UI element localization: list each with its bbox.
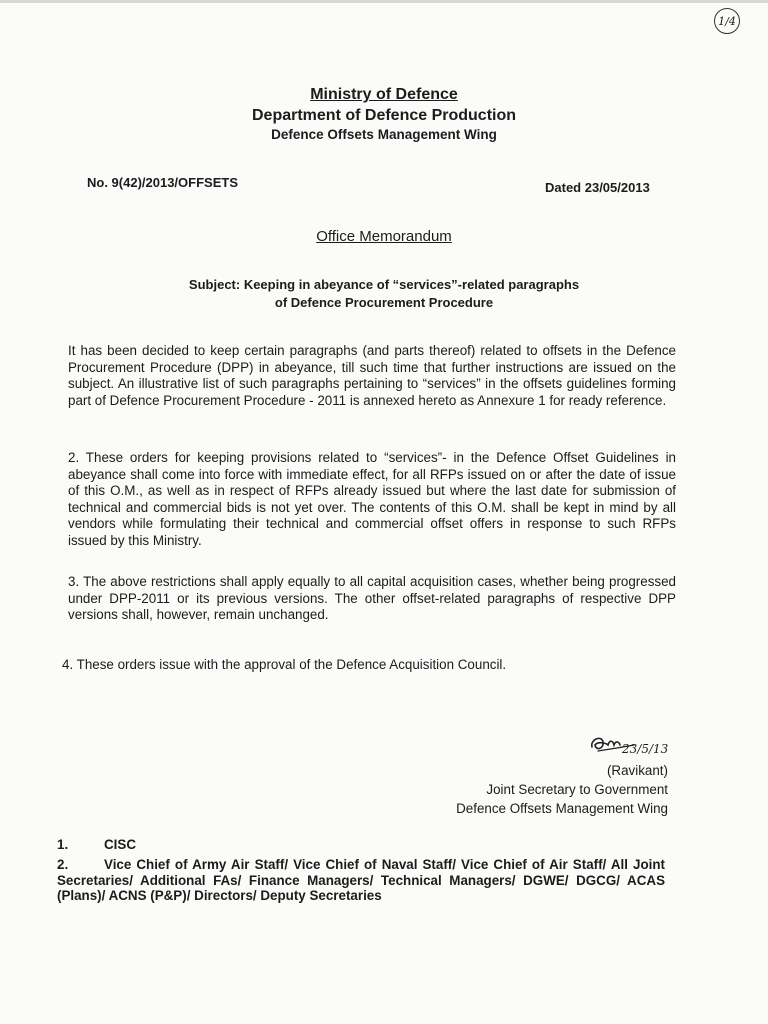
signatory-name: (Ravikant) — [606, 763, 668, 778]
subject-line-1: Subject: Keeping in abeyance of “services”-related paragraphs — [188, 277, 580, 292]
wing-heading: Defence Offsets Management Wing — [271, 127, 497, 142]
distribution-item — [57, 837, 665, 853]
paragraph-1: It has been decided to keep certain paragraphs (and parts thereof) related to offsets in the Defence Procurement Procedure (DPP) in abeyance, till such time that further instructions are issued on the subject. An illustrative list of such paragraphs pertaining to “services” in the offsets guidelines forming part of Defence Procurement Procedure - 2011 is annexed hereto as Annexure 1 for ready reference. — [68, 343, 676, 408]
signatory-designation: Joint Secretary to Government — [486, 782, 668, 797]
subject-block — [0, 276, 768, 312]
signature-date: 23/5/13 — [622, 742, 669, 756]
memo-title: Office Memorandum — [316, 228, 452, 245]
page-number-text: 1/4 — [718, 14, 736, 28]
subject-line-2: of Defence Procurement Procedure — [274, 295, 494, 310]
reference-number: No. 9(42)/2013/OFFSETS — [87, 175, 238, 190]
date-line: Dated 23/05/2013 — [545, 180, 650, 195]
signature-block — [396, 761, 668, 818]
distribution-text: CISC — [104, 837, 136, 852]
department-heading: Department of Defence Production — [251, 107, 517, 124]
distribution-number: 1. — [57, 837, 69, 852]
signatory-wing: Defence Offsets Management Wing — [456, 801, 668, 816]
scan-edge — [0, 0, 768, 3]
distribution-item — [57, 857, 665, 904]
page-number-mark — [714, 8, 740, 34]
ministry-heading: Ministry of Defence — [310, 86, 458, 103]
paragraph-2: 2. These orders for keeping provisions related to “services”- in the Defence Offset Guidelines in abeyance shall come into force with immediate effect, for all RFPs issued on or after the date of issue of this O.M., as well as in respect of RFPs already issued but where the last date for submission of technical and commercial bids is not yet over. The contents of this O.M. shall be kept in mind by all vendors while formulating their technical and commercial offset offers in response to such RFPs issued by this Ministry. — [68, 450, 676, 548]
paragraph-4: 4. These orders issue with the approval of the Defence Acquisition Council. — [62, 657, 507, 672]
paragraph-3: 3. The above restrictions shall apply equally to all capital acquisition cases, whether being progressed under DPP-2011 or its previous versions. The other offset-related paragraphs of respective DPP versions shall, however, remain unchanged. — [68, 574, 676, 623]
distribution-text: Vice Chief of Army Air Staff/ Vice Chief of Naval Staff/ Vice Chief of Air Staff/ All Joint Secretaries/ Additional FAs/ Finance Managers/ Technical Managers/ DGWE/ DGCG/ ACAS (Plans)/ ACNS (P&P)/ Directors/ Deputy Secretaries — [57, 857, 665, 903]
distribution-number: 2. — [57, 857, 69, 872]
signature-graphic — [588, 727, 672, 761]
